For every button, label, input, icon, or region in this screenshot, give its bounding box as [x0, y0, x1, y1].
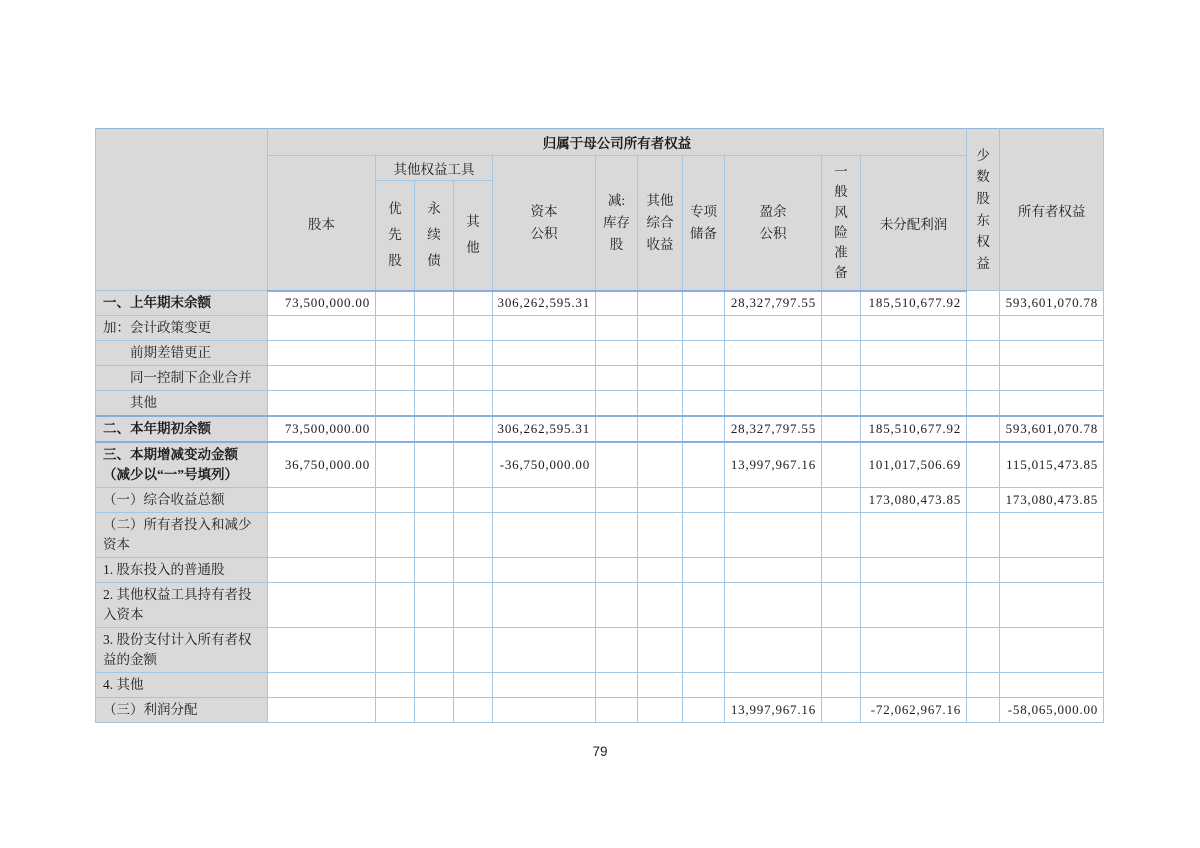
cell-value	[1000, 391, 1104, 417]
cell-value	[268, 391, 376, 417]
header-minority-label: 少数股东权益	[976, 147, 990, 271]
cell-value: 36,750,000.00	[268, 442, 376, 488]
row-label: 一、上年期末余额	[96, 291, 268, 316]
cell-value	[967, 513, 1000, 558]
cell-value	[683, 391, 725, 417]
cell-value	[683, 673, 725, 698]
cell-value: 115,015,473.85	[1000, 442, 1104, 488]
row-label: 1. 股东投入的普通股	[96, 558, 268, 583]
cell-value	[967, 673, 1000, 698]
row-label: 4. 其他	[96, 673, 268, 698]
equity-change-table	[95, 128, 1104, 723]
row-label: 3. 股份支付计入所有者权益的金额	[96, 628, 268, 673]
cell-value	[1000, 558, 1104, 583]
cell-value	[415, 341, 454, 366]
cell-value	[967, 291, 1000, 316]
cell-value	[415, 698, 454, 723]
cell-value	[376, 391, 415, 417]
cell-value	[967, 341, 1000, 366]
cell-value	[415, 391, 454, 417]
cell-value	[415, 488, 454, 513]
cell-value	[725, 628, 822, 673]
table-row	[96, 341, 1104, 366]
header-col-special-reserve	[683, 156, 725, 291]
cell-value	[683, 628, 725, 673]
cell-value	[1000, 673, 1104, 698]
cell-value	[725, 583, 822, 628]
cell-value	[493, 673, 596, 698]
cell-value	[1000, 628, 1104, 673]
cell-value	[683, 366, 725, 391]
table-row	[96, 558, 1104, 583]
cell-value	[725, 341, 822, 366]
cell-value	[415, 316, 454, 341]
table-body	[96, 291, 1104, 723]
cell-value	[493, 366, 596, 391]
cell-value: 185,510,677.92	[861, 416, 967, 442]
cell-value	[596, 488, 638, 513]
cell-value	[376, 628, 415, 673]
cell-value	[638, 558, 683, 583]
cell-value	[493, 341, 596, 366]
cell-value	[638, 391, 683, 417]
cell-value	[1000, 513, 1104, 558]
cell-value	[376, 316, 415, 341]
cell-value	[725, 316, 822, 341]
cell-value	[268, 513, 376, 558]
cell-value	[454, 583, 493, 628]
cell-value	[454, 628, 493, 673]
cell-value	[596, 391, 638, 417]
cell-value	[822, 416, 861, 442]
table-row	[96, 366, 1104, 391]
cell-value: -58,065,000.00	[1000, 698, 1104, 723]
header-col-perpetual-bonds	[415, 181, 454, 291]
cell-value	[725, 513, 822, 558]
row-label: 其他	[96, 391, 268, 417]
table-row	[96, 673, 1104, 698]
cell-value	[415, 366, 454, 391]
cell-value	[454, 558, 493, 583]
cell-value	[596, 341, 638, 366]
header-capital-reserve-label: 资本公积	[530, 204, 558, 241]
cell-value	[415, 583, 454, 628]
cell-value	[596, 673, 638, 698]
table-row	[96, 416, 1104, 442]
cell-value	[967, 628, 1000, 673]
row-label: 2. 其他权益工具持有者投入资本	[96, 583, 268, 628]
header-row-label-col	[96, 129, 268, 291]
cell-value	[967, 698, 1000, 723]
header-col-preferred-shares	[376, 181, 415, 291]
cell-value	[683, 558, 725, 583]
cell-value	[822, 698, 861, 723]
cell-value	[454, 391, 493, 417]
row-label: 同一控制下企业合并	[96, 366, 268, 391]
header-less-treasury-label: 减:库存股	[602, 193, 630, 252]
cell-value	[683, 488, 725, 513]
cell-value	[822, 488, 861, 513]
cell-value	[596, 442, 638, 488]
header-preferred-label: 优先股	[388, 200, 402, 269]
cell-value	[822, 558, 861, 583]
cell-value	[493, 698, 596, 723]
cell-value	[454, 488, 493, 513]
cell-value	[268, 628, 376, 673]
table-row	[96, 513, 1104, 558]
cell-value	[861, 583, 967, 628]
cell-value: 173,080,473.85	[861, 488, 967, 513]
cell-value: 28,327,797.55	[725, 416, 822, 442]
cell-value	[638, 442, 683, 488]
cell-value	[376, 558, 415, 583]
cell-value	[493, 391, 596, 417]
table-row	[96, 442, 1104, 488]
header-col-total-equity: 所有者权益	[1000, 129, 1104, 291]
table-row	[96, 391, 1104, 417]
cell-value: 73,500,000.00	[268, 416, 376, 442]
row-label: （一）综合收益总额	[96, 488, 268, 513]
row-label: 加：会计政策变更	[96, 316, 268, 341]
header-perpetual-label: 永续债	[427, 200, 441, 269]
cell-value	[683, 442, 725, 488]
cell-value	[268, 316, 376, 341]
cell-value	[725, 673, 822, 698]
cell-value: 28,327,797.55	[725, 291, 822, 316]
cell-value: -36,750,000.00	[493, 442, 596, 488]
cell-value	[638, 316, 683, 341]
header-col-less-treasury-shares	[596, 156, 638, 291]
cell-value	[861, 558, 967, 583]
cell-value	[861, 513, 967, 558]
cell-value	[268, 698, 376, 723]
cell-value	[638, 698, 683, 723]
row-label: 三、本期增减变动金额（减少以“一”号填列）	[96, 442, 268, 488]
cell-value	[268, 366, 376, 391]
cell-value	[638, 416, 683, 442]
cell-value	[861, 341, 967, 366]
header-col-minority-interest	[967, 129, 1000, 291]
cell-value	[268, 341, 376, 366]
cell-value	[967, 583, 1000, 628]
cell-value	[268, 558, 376, 583]
row-label: （三）利润分配	[96, 698, 268, 723]
cell-value: 73,500,000.00	[268, 291, 376, 316]
cell-value	[861, 673, 967, 698]
cell-value	[725, 391, 822, 417]
cell-value	[861, 628, 967, 673]
cell-value	[376, 416, 415, 442]
cell-value	[638, 291, 683, 316]
table-row	[96, 628, 1104, 673]
cell-value	[683, 291, 725, 316]
cell-value	[268, 583, 376, 628]
cell-value	[376, 583, 415, 628]
header-col-surplus-reserve	[725, 156, 822, 291]
cell-value	[596, 628, 638, 673]
cell-value	[268, 488, 376, 513]
cell-value	[683, 698, 725, 723]
cell-value: 306,262,595.31	[493, 416, 596, 442]
cell-value	[822, 583, 861, 628]
cell-value	[376, 513, 415, 558]
cell-value	[822, 366, 861, 391]
cell-value	[822, 391, 861, 417]
cell-value	[596, 583, 638, 628]
row-label: 前期差错更正	[96, 341, 268, 366]
cell-value	[596, 316, 638, 341]
cell-value	[1000, 341, 1104, 366]
cell-value	[596, 366, 638, 391]
cell-value	[454, 341, 493, 366]
cell-value	[415, 673, 454, 698]
cell-value	[493, 583, 596, 628]
cell-value	[493, 628, 596, 673]
cell-value	[822, 291, 861, 316]
header-col-other-instruments	[454, 181, 493, 291]
cell-value	[822, 341, 861, 366]
cell-value	[1000, 366, 1104, 391]
cell-value	[861, 366, 967, 391]
cell-value: 593,601,070.78	[1000, 291, 1104, 316]
cell-value	[967, 488, 1000, 513]
cell-value	[638, 513, 683, 558]
cell-value	[415, 513, 454, 558]
cell-value	[967, 366, 1000, 391]
cell-value	[967, 391, 1000, 417]
cell-value	[376, 366, 415, 391]
cell-value	[967, 442, 1000, 488]
cell-value	[967, 558, 1000, 583]
header-oci-label: 其他综合收益	[646, 193, 674, 252]
cell-value	[454, 442, 493, 488]
cell-value	[683, 513, 725, 558]
cell-value: 593,601,070.78	[1000, 416, 1104, 442]
cell-value	[822, 316, 861, 341]
header-col-capital-reserve	[493, 156, 596, 291]
header-col-general-risk-provision	[822, 156, 861, 291]
header-group-parent-equity: 归属于母公司所有者权益	[268, 129, 967, 156]
cell-value	[638, 488, 683, 513]
cell-value: -72,062,967.16	[861, 698, 967, 723]
equity-change-table-wrap	[95, 128, 1103, 723]
cell-value	[415, 628, 454, 673]
cell-value	[415, 442, 454, 488]
cell-value	[725, 488, 822, 513]
cell-value	[638, 583, 683, 628]
cell-value	[596, 416, 638, 442]
cell-value	[683, 316, 725, 341]
cell-value: 13,997,967.16	[725, 442, 822, 488]
cell-value	[268, 673, 376, 698]
page-number: 79	[592, 744, 608, 759]
header-col-share-capital: 股本	[268, 156, 376, 291]
cell-value	[415, 291, 454, 316]
header-special-reserve-label: 专项储备	[689, 204, 717, 241]
cell-value: 173,080,473.85	[1000, 488, 1104, 513]
cell-value	[454, 316, 493, 341]
cell-value	[596, 291, 638, 316]
table-row	[96, 291, 1104, 316]
header-group-other-equity-instruments: 其他权益工具	[376, 156, 493, 181]
cell-value	[376, 291, 415, 316]
cell-value	[683, 341, 725, 366]
cell-value	[493, 316, 596, 341]
header-col-other-comprehensive-income	[638, 156, 683, 291]
cell-value	[638, 673, 683, 698]
cell-value	[822, 628, 861, 673]
table-row	[96, 583, 1104, 628]
cell-value	[725, 366, 822, 391]
cell-value	[967, 416, 1000, 442]
cell-value	[1000, 316, 1104, 341]
cell-value	[376, 341, 415, 366]
cell-value	[415, 558, 454, 583]
cell-value	[376, 698, 415, 723]
cell-value	[683, 416, 725, 442]
cell-value	[454, 366, 493, 391]
table-row	[96, 316, 1104, 341]
cell-value	[638, 628, 683, 673]
cell-value	[454, 698, 493, 723]
table-row	[96, 488, 1104, 513]
cell-value: 185,510,677.92	[861, 291, 967, 316]
cell-value	[454, 513, 493, 558]
cell-value	[638, 366, 683, 391]
cell-value	[493, 558, 596, 583]
cell-value	[376, 442, 415, 488]
cell-value: 13,997,967.16	[725, 698, 822, 723]
cell-value	[596, 513, 638, 558]
header-other-instr-label: 其他	[466, 213, 480, 256]
cell-value	[683, 583, 725, 628]
cell-value	[376, 488, 415, 513]
cell-value	[861, 316, 967, 341]
header-col-retained-profit: 未分配利润	[861, 156, 967, 291]
cell-value	[493, 513, 596, 558]
cell-value: 101,017,506.69	[861, 442, 967, 488]
table-header	[96, 129, 1104, 291]
cell-value	[861, 391, 967, 417]
cell-value	[415, 416, 454, 442]
cell-value	[822, 442, 861, 488]
cell-value	[454, 673, 493, 698]
cell-value	[822, 513, 861, 558]
cell-value	[967, 316, 1000, 341]
header-surplus-reserve-label: 盈余公积	[759, 204, 787, 241]
cell-value	[638, 341, 683, 366]
cell-value: 306,262,595.31	[493, 291, 596, 316]
cell-value	[596, 558, 638, 583]
cell-value	[596, 698, 638, 723]
cell-value	[454, 416, 493, 442]
header-general-risk-label: 一般风险准备	[834, 164, 848, 281]
cell-value	[725, 558, 822, 583]
row-label: 二、本年期初余额	[96, 416, 268, 442]
cell-value	[376, 673, 415, 698]
row-label: （二）所有者投入和减少资本	[96, 513, 268, 558]
cell-value	[822, 673, 861, 698]
cell-value	[493, 488, 596, 513]
cell-value	[1000, 583, 1104, 628]
table-row	[96, 698, 1104, 723]
cell-value	[454, 291, 493, 316]
